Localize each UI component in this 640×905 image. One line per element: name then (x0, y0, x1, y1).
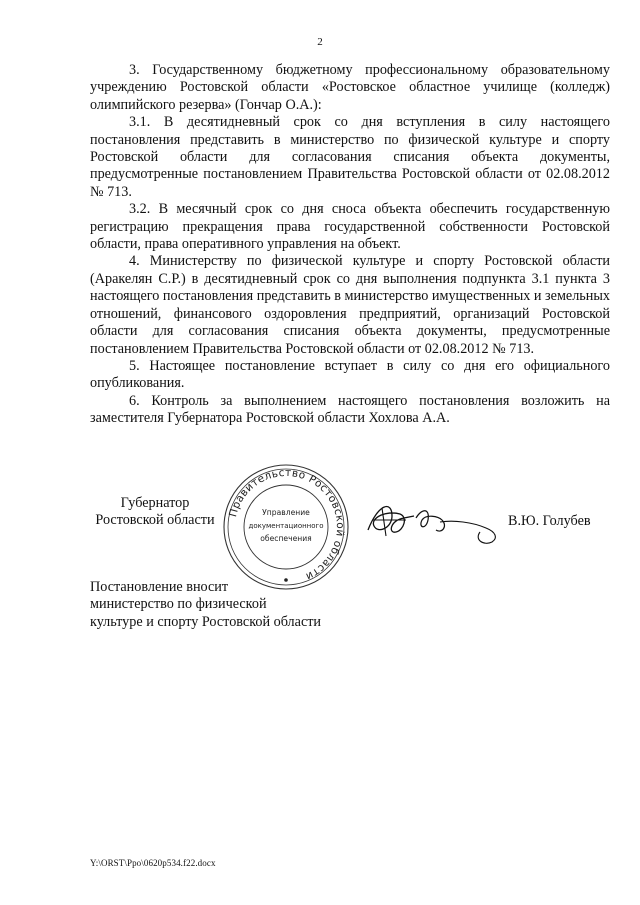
paragraph-5: 5. Настоящее постановление вступает в силу со дня его официального опубликования. (90, 357, 610, 392)
seal-inner-line1: Управление (262, 508, 310, 517)
signatory-name: В.Ю. Голубев (508, 513, 591, 529)
seal-inner-line3: обеспечения (260, 534, 312, 543)
paragraph-3-2: 3.2. В месячный срок со дня сноса объекта обеспечить государственную регистрацию прекращения права государственной собственности Ростовской области, права оперативного управления на объект. (90, 201, 610, 253)
submitter-note (90, 579, 321, 631)
signatory-title (90, 495, 220, 530)
file-path-footer: Y:\ORST\Ppo\0620p534.f22.docx (90, 858, 216, 868)
official-seal-stamp (222, 463, 350, 591)
submitter-line2: министерство по физической (90, 596, 267, 613)
signatory-title-line2: Ростовской области (95, 512, 215, 529)
paragraph-3: 3. Государственному бюджетному профессиональному образовательному учреждению Ростовской области «Ростовское областное училище (колледж) олимпийского резерва» (Гончар О.А.): (90, 62, 610, 113)
seal-inner-line2: документационного (248, 522, 324, 530)
paragraph-4: 4. Министерству по физической культуре и спорту Ростовской области (Аракелян С.Р.) в десятидневный срок со дня выполнения подпункта 3.1 пункта 3 настоящего постановления представить в министерство имущественных и земельных отношений, финансового оздоровления предприятий, организаций Ростовской области для согласования списания объекта документы, предусмотренные постановлением Правительства Ростовской области от 02.08.2012 № 713. (90, 253, 610, 357)
submitter-line3: культуре и спорту Ростовской области (90, 613, 322, 630)
seal-outer-text: Правительство Ростовской области (227, 466, 347, 583)
resolution-body (90, 62, 610, 428)
submitter-line1: Постановление вносит (90, 579, 229, 595)
signatory-title-line1: Губернатор (120, 495, 190, 511)
paragraph-6: 6. Контроль за выполнением настоящего постановления возложить на заместителя Губернатора Ростовской области Хохлова А.А. (90, 392, 610, 427)
page-number: 2 (317, 36, 323, 48)
paragraph-3-1: 3.1. В десятидневный срок со дня вступления в силу настоящего постановления представить в министерство по физической культуре и спорту Ростовской области для согласования списания объекта документы, предусмотренные постановлением Правительства Ростовской области от 02.08.2012 № 713. (90, 114, 610, 200)
handwritten-signature (362, 490, 502, 552)
